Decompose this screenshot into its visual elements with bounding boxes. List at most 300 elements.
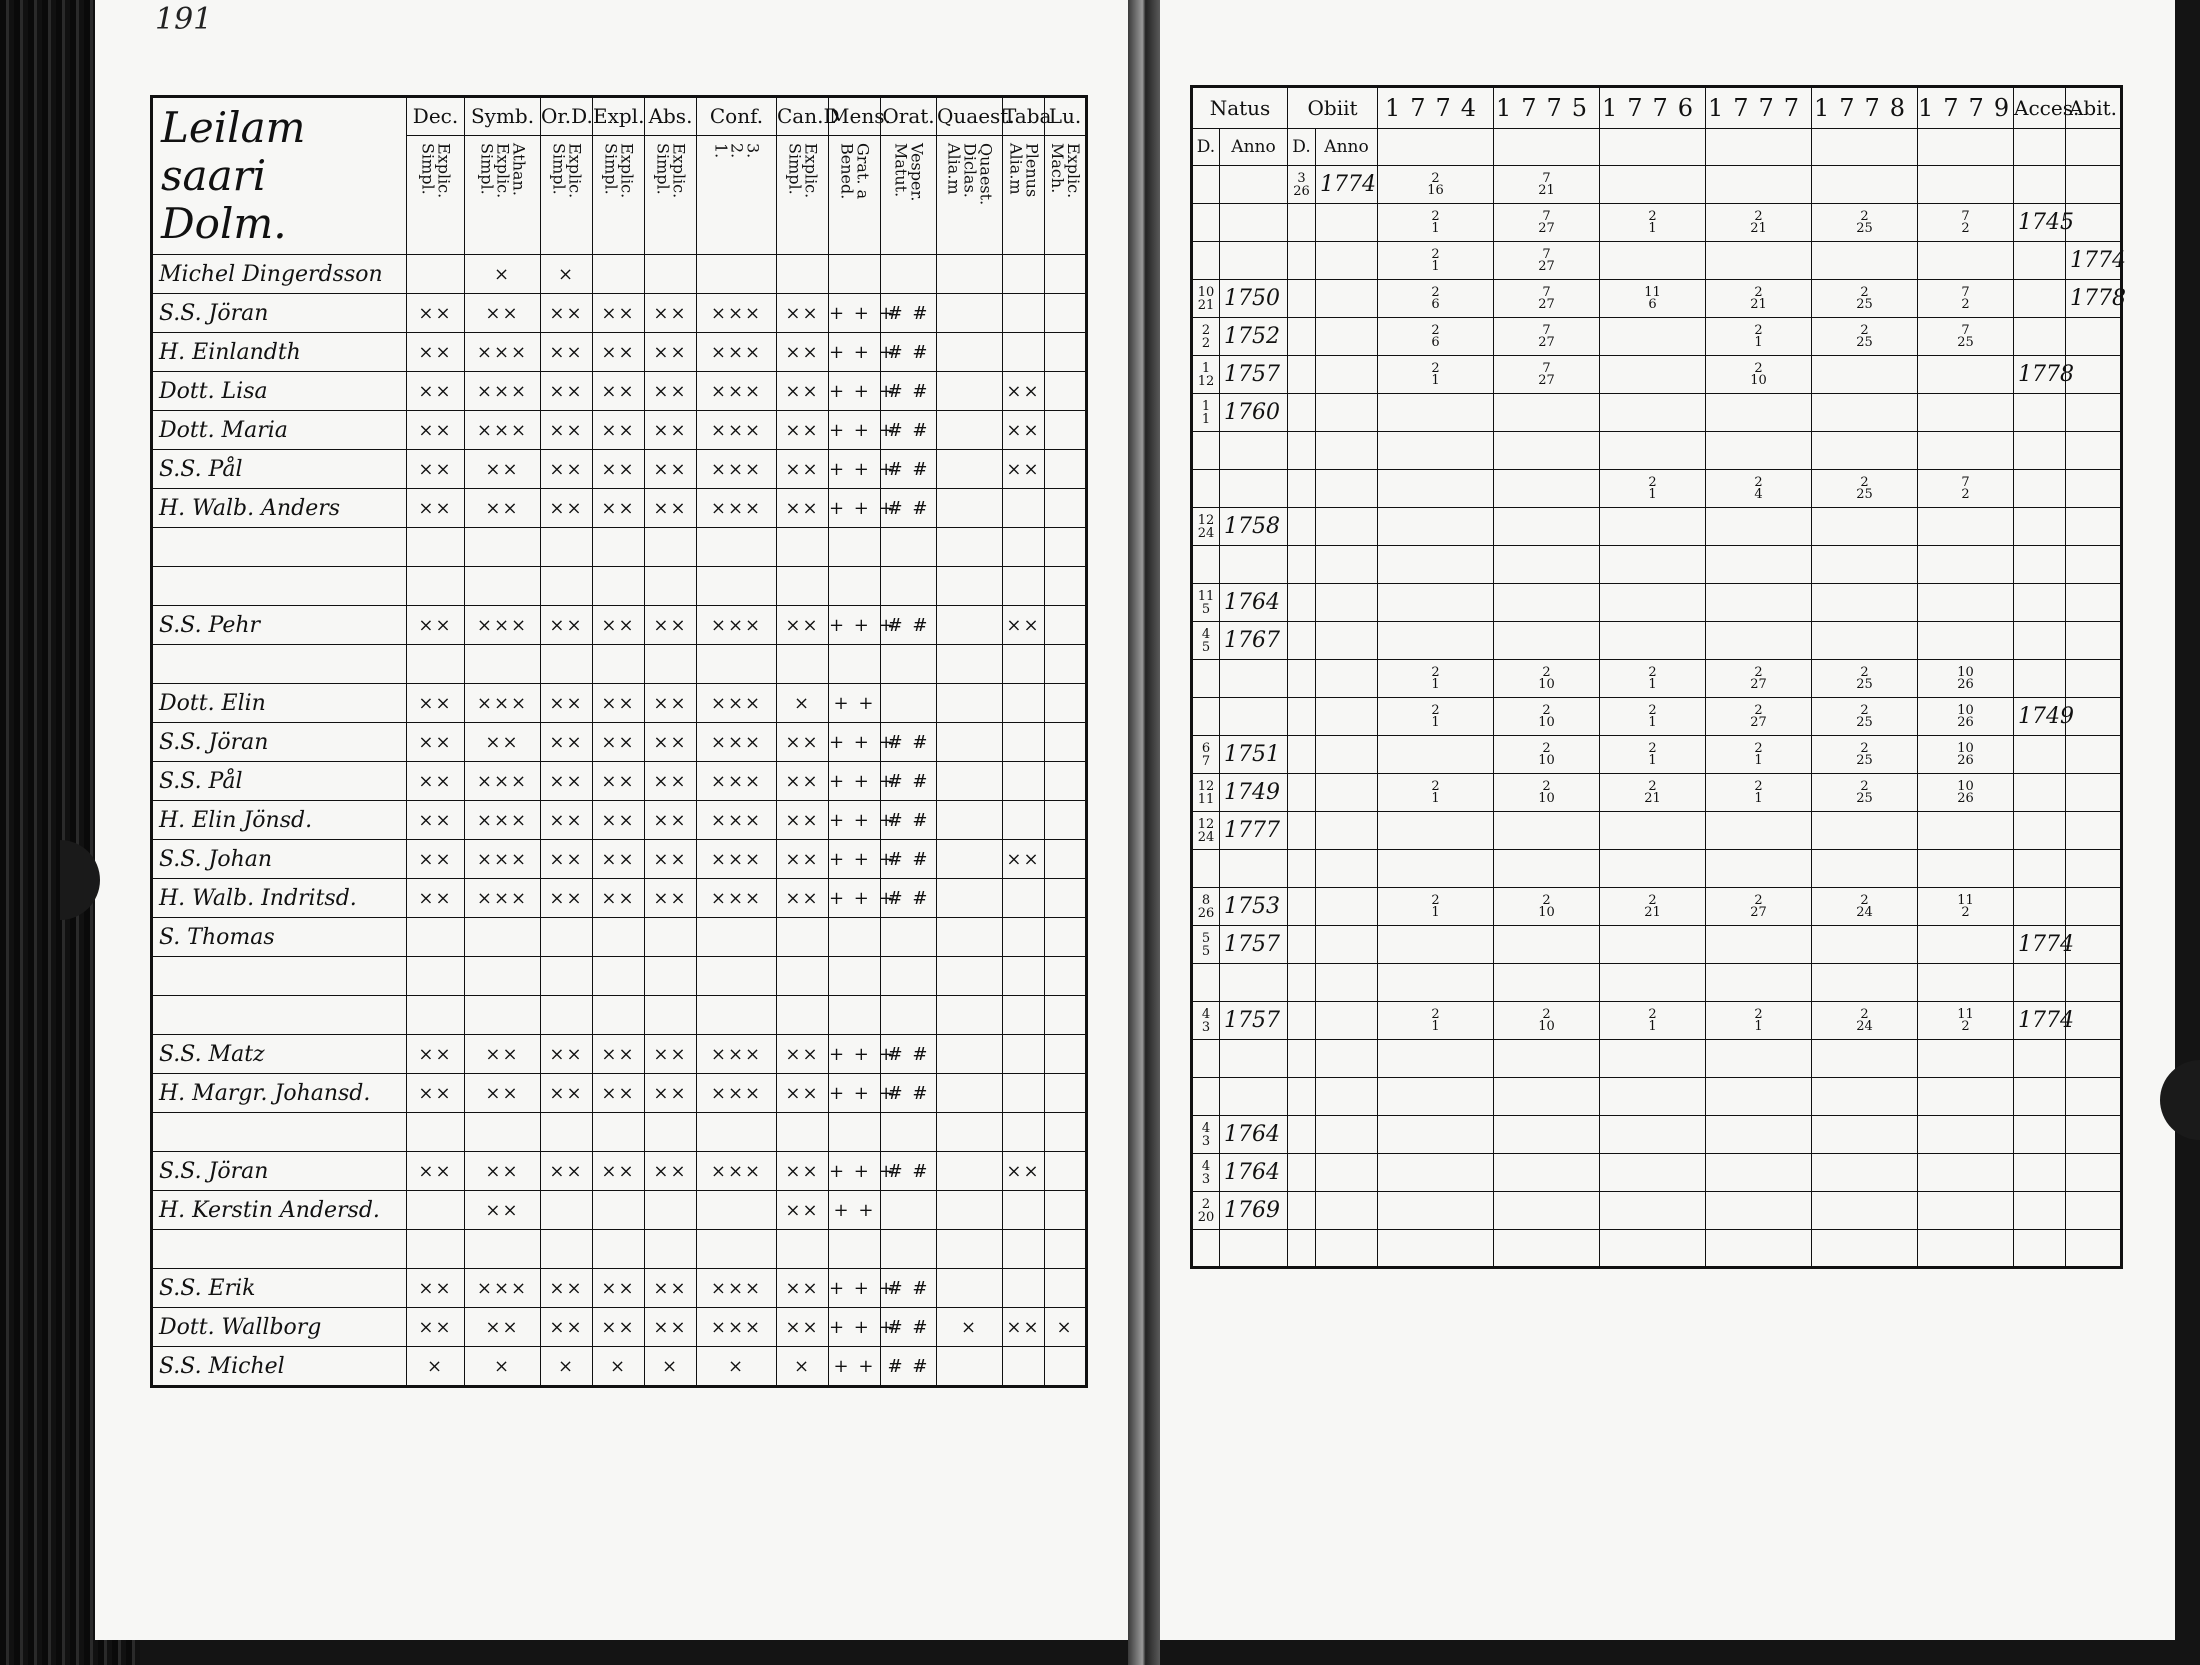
knowledge-mark: ×× [407, 723, 465, 762]
knowledge-mark: ×× [1003, 450, 1045, 489]
parishioner-name: S.S. Pål [152, 762, 407, 801]
birth-year [1220, 470, 1288, 508]
knowledge-mark [1003, 1269, 1045, 1308]
attendance-date: 2 6 [1378, 318, 1494, 356]
attendance-date [1706, 812, 1812, 850]
table-row [152, 1230, 1087, 1269]
knowledge-mark [697, 1191, 777, 1230]
knowledge-mark: + + + [829, 762, 881, 801]
column-subheader: Vesper. Matut. [891, 142, 927, 202]
table-row [1192, 888, 2122, 926]
attendance-date: 2 21 [1600, 888, 1706, 926]
knowledge-mark: ××× [697, 1152, 777, 1191]
attendance-date [1494, 926, 1600, 964]
knowledge-mark: # # [881, 372, 937, 411]
attendance-date: 2 25 [1812, 280, 1918, 318]
column-subheader: Anno [1316, 129, 1378, 166]
attendance-date [1706, 964, 1812, 1002]
table-row [1192, 470, 2122, 508]
table-row [1192, 1002, 2122, 1040]
death-day [1288, 280, 1316, 318]
birth-year: 1757 [1220, 356, 1288, 394]
death-year [1316, 736, 1378, 774]
knowledge-mark: ×× [593, 684, 645, 723]
table-row [152, 801, 1087, 840]
birth-day: 10 21 [1192, 280, 1220, 318]
knowledge-mark [1003, 1191, 1045, 1230]
departure-year: 1774 [2066, 242, 2122, 280]
knowledge-mark [593, 1113, 645, 1152]
knowledge-mark: ×× [593, 1035, 645, 1074]
knowledge-mark: ×× [645, 840, 697, 879]
attendance-date [1600, 1154, 1706, 1192]
column-subheader: Explic. Simpl. [785, 142, 821, 199]
parishioner-name: S.S. Jöran [152, 1152, 407, 1191]
knowledge-mark [1003, 1347, 1045, 1387]
attendance-date [1600, 318, 1706, 356]
attendance-date: 2 24 [1812, 888, 1918, 926]
knowledge-mark: ××× [697, 450, 777, 489]
attendance-date [1812, 166, 1918, 204]
knowledge-mark [937, 411, 1003, 450]
death-year [1316, 432, 1378, 470]
death-day [1288, 432, 1316, 470]
birth-day: 4 3 [1192, 1154, 1220, 1192]
death-day [1288, 470, 1316, 508]
table-row [152, 1347, 1087, 1387]
knowledge-mark: + + + [829, 801, 881, 840]
knowledge-mark: ×× [1003, 411, 1045, 450]
birth-day [1192, 166, 1220, 204]
knowledge-mark [829, 1230, 881, 1269]
knowledge-mark [645, 918, 697, 957]
death-day [1288, 1002, 1316, 1040]
knowledge-mark [541, 1230, 593, 1269]
knowledge-mark: ×× [541, 723, 593, 762]
folio-number: 191 [155, 2, 213, 37]
knowledge-mark [1045, 294, 1087, 333]
knowledge-mark [937, 1230, 1003, 1269]
birth-day: 11 5 [1192, 584, 1220, 622]
birth-year: 1758 [1220, 508, 1288, 546]
knowledge-mark: ×× [593, 489, 645, 528]
attendance-date [1494, 850, 1600, 888]
attendance-date: 2 1 [1600, 1002, 1706, 1040]
table-row [152, 762, 1087, 801]
knowledge-mark: ×× [593, 723, 645, 762]
knowledge-mark: ×× [645, 801, 697, 840]
table-row [1192, 318, 2122, 356]
knowledge-mark: ×× [407, 1308, 465, 1347]
knowledge-mark [881, 567, 937, 606]
knowledge-mark [1045, 528, 1087, 567]
attendance-date: 2 10 [1494, 888, 1600, 926]
departure-year [2066, 736, 2122, 774]
knowledge-mark: # # [881, 879, 937, 918]
knowledge-mark [777, 528, 829, 567]
column-header: Quaest. [937, 97, 1003, 136]
birth-day: 12 24 [1192, 508, 1220, 546]
attendance-date: 2 10 [1494, 1002, 1600, 1040]
accession-year [2014, 1040, 2066, 1078]
accession-year [2014, 546, 2066, 584]
knowledge-mark: ×× [593, 1269, 645, 1308]
knowledge-mark [829, 255, 881, 294]
knowledge-mark [1003, 645, 1045, 684]
attendance-date: 7 27 [1494, 318, 1600, 356]
knowledge-mark [645, 957, 697, 996]
birth-day: 12 11 [1192, 774, 1220, 812]
knowledge-mark: ×× [645, 1035, 697, 1074]
birth-day [1192, 242, 1220, 280]
knowledge-mark [1003, 528, 1045, 567]
column-header: Acces. [2014, 87, 2066, 129]
birth-day [1192, 660, 1220, 698]
departure-year [2066, 432, 2122, 470]
knowledge-mark: ×× [541, 411, 593, 450]
death-day [1288, 926, 1316, 964]
knowledge-mark: ×× [645, 762, 697, 801]
birth-year [1220, 850, 1288, 888]
departure-year [2066, 584, 2122, 622]
attendance-date [1600, 850, 1706, 888]
table-row [1192, 394, 2122, 432]
attendance-date: 2 10 [1494, 660, 1600, 698]
accession-year [2014, 736, 2066, 774]
knowledge-mark: + + + [829, 1035, 881, 1074]
birth-day: 2 2 [1192, 318, 1220, 356]
attendance-date [1706, 242, 1812, 280]
attendance-date [1494, 1230, 1600, 1268]
knowledge-mark: ×× [407, 879, 465, 918]
death-day [1288, 698, 1316, 736]
knowledge-mark [1045, 723, 1087, 762]
attendance-date [1378, 964, 1494, 1002]
knowledge-mark: + + + [829, 879, 881, 918]
attendance-date: 2 25 [1812, 660, 1918, 698]
death-year [1316, 888, 1378, 926]
attendance-date [1812, 1116, 1918, 1154]
knowledge-mark: ×× [593, 762, 645, 801]
knowledge-mark [541, 567, 593, 606]
knowledge-mark: ××× [697, 411, 777, 450]
knowledge-mark [1045, 762, 1087, 801]
accession-year [2014, 280, 2066, 318]
knowledge-mark [697, 1230, 777, 1269]
knowledge-mark: × [541, 255, 593, 294]
knowledge-mark: # # [881, 762, 937, 801]
parishioner-name: S.S. Michel [152, 1347, 407, 1387]
table-row [152, 333, 1087, 372]
death-day [1288, 1192, 1316, 1230]
birth-year: 1764 [1220, 1116, 1288, 1154]
attendance-date: 2 1 [1378, 774, 1494, 812]
accession-year [2014, 1192, 2066, 1230]
knowledge-mark [645, 996, 697, 1035]
death-day [1288, 736, 1316, 774]
right-header-row [1192, 87, 2122, 129]
knowledge-mark [937, 255, 1003, 294]
knowledge-mark: ×× [407, 333, 465, 372]
knowledge-mark: + + + [829, 840, 881, 879]
knowledge-mark [777, 255, 829, 294]
attendance-date: 2 10 [1494, 698, 1600, 736]
knowledge-mark: ×× [645, 1269, 697, 1308]
knowledge-mark: ×× [407, 1269, 465, 1308]
birth-year: 1777 [1220, 812, 1288, 850]
column-header: Can.D [777, 97, 829, 136]
knowledge-mark: ×× [541, 1152, 593, 1191]
attendance-date [1378, 1040, 1494, 1078]
attendance-date: 2 1 [1600, 470, 1706, 508]
knowledge-mark: ×× [593, 372, 645, 411]
knowledge-mark [645, 1113, 697, 1152]
birth-year: 1757 [1220, 926, 1288, 964]
knowledge-mark [1003, 957, 1045, 996]
attendance-date [1600, 1192, 1706, 1230]
knowledge-mark: # # [881, 1035, 937, 1074]
death-year [1316, 584, 1378, 622]
birth-year [1220, 546, 1288, 584]
blank-subheader [1600, 129, 1706, 166]
parishioner-name: S.S. Jöran [152, 723, 407, 762]
knowledge-mark [937, 1269, 1003, 1308]
departure-year [2066, 546, 2122, 584]
knowledge-mark: ×× [407, 294, 465, 333]
column-subheader: Explic. Simpl. [653, 142, 689, 199]
departure-year [2066, 888, 2122, 926]
accession-year [2014, 1078, 2066, 1116]
knowledge-mark [593, 996, 645, 1035]
attendance-date [1918, 508, 2014, 546]
knowledge-mark: ××× [697, 372, 777, 411]
table-row [1192, 1116, 2122, 1154]
attendance-date [1918, 622, 2014, 660]
column-header: Mens. [829, 97, 881, 136]
table-row [152, 1035, 1087, 1074]
column-header: Conf. [697, 97, 777, 136]
catechetical-register-table [150, 95, 1088, 1388]
attendance-date: 2 6 [1378, 280, 1494, 318]
attendance-date [1918, 850, 2014, 888]
attendance-date: 2 1 [1706, 318, 1812, 356]
table-row [152, 723, 1087, 762]
knowledge-mark: ×× [407, 411, 465, 450]
knowledge-mark [937, 1347, 1003, 1387]
knowledge-mark: ××× [465, 372, 541, 411]
knowledge-mark [937, 957, 1003, 996]
knowledge-mark: ××× [697, 1035, 777, 1074]
knowledge-mark: ××× [697, 684, 777, 723]
knowledge-mark: × [407, 1347, 465, 1387]
table-row [152, 1074, 1087, 1113]
knowledge-mark [1003, 1074, 1045, 1113]
death-day [1288, 204, 1316, 242]
attendance-date [1812, 1078, 1918, 1116]
column-header: Or.D. [541, 97, 593, 136]
knowledge-mark [1045, 879, 1087, 918]
parishioner-name: Dott. Elin [152, 684, 407, 723]
attendance-date [1812, 926, 1918, 964]
attendance-date [1812, 546, 1918, 584]
table-row [152, 1308, 1087, 1347]
knowledge-mark: # # [881, 333, 937, 372]
death-day [1288, 660, 1316, 698]
attendance-date: 2 1 [1706, 774, 1812, 812]
knowledge-mark [937, 645, 1003, 684]
knowledge-mark [407, 918, 465, 957]
knowledge-mark: ×× [777, 450, 829, 489]
knowledge-mark: ×× [645, 684, 697, 723]
knowledge-mark: ××× [465, 411, 541, 450]
knowledge-mark: ×× [777, 411, 829, 450]
column-subheader: 3. 2. 1. [711, 142, 763, 159]
blank-subheader [2014, 129, 2066, 166]
knowledge-mark [593, 1191, 645, 1230]
knowledge-mark: ×× [541, 801, 593, 840]
knowledge-mark [465, 1230, 541, 1269]
departure-year: 1778 [2066, 280, 2122, 318]
attendance-date: 2 16 [1378, 166, 1494, 204]
knowledge-mark [1045, 996, 1087, 1035]
knowledge-mark [1003, 918, 1045, 957]
knowledge-mark [697, 645, 777, 684]
knowledge-mark: ×× [593, 1074, 645, 1113]
knowledge-mark [465, 957, 541, 996]
attendance-date: 2 1 [1600, 698, 1706, 736]
attendance-date [1918, 1040, 2014, 1078]
attendance-date: 7 21 [1494, 166, 1600, 204]
birth-year [1220, 660, 1288, 698]
knowledge-mark: ×× [541, 294, 593, 333]
knowledge-mark [937, 840, 1003, 879]
death-year [1316, 394, 1378, 432]
attendance-date [1378, 470, 1494, 508]
knowledge-mark: + + [829, 1191, 881, 1230]
parishioner-name: S.S. Pål [152, 450, 407, 489]
knowledge-mark [697, 255, 777, 294]
column-subheader: Grat. a Bened. [837, 142, 873, 200]
knowledge-mark [697, 918, 777, 957]
attendance-date: 2 25 [1812, 470, 1918, 508]
knowledge-mark: ×× [407, 606, 465, 645]
attendance-date [1600, 812, 1706, 850]
knowledge-mark: ×× [465, 1191, 541, 1230]
birth-year: 1751 [1220, 736, 1288, 774]
knowledge-mark [645, 528, 697, 567]
knowledge-mark [593, 528, 645, 567]
death-year [1316, 926, 1378, 964]
knowledge-mark [829, 996, 881, 1035]
attendance-date: 2 1 [1378, 204, 1494, 242]
departure-year [2066, 850, 2122, 888]
knowledge-mark: # # [881, 1347, 937, 1387]
knowledge-mark: ×× [593, 840, 645, 879]
knowledge-mark [881, 1230, 937, 1269]
death-year [1316, 1002, 1378, 1040]
knowledge-mark: × [465, 1347, 541, 1387]
parishioner-name: Dott. Maria [152, 411, 407, 450]
attendance-date [1812, 242, 1918, 280]
attendance-date [1706, 1230, 1812, 1268]
knowledge-mark: ×× [777, 606, 829, 645]
table-row [1192, 1040, 2122, 1078]
attendance-date [1812, 1192, 1918, 1230]
attendance-date: 7 27 [1494, 204, 1600, 242]
attendance-date [1378, 1154, 1494, 1192]
parishioner-name [152, 645, 407, 684]
knowledge-mark: ×× [541, 1308, 593, 1347]
column-subheader: D. [1192, 129, 1220, 166]
attendance-date: 2 1 [1706, 1002, 1812, 1040]
death-year [1316, 850, 1378, 888]
death-day [1288, 774, 1316, 812]
knowledge-mark [1045, 801, 1087, 840]
knowledge-mark: ×× [593, 1308, 645, 1347]
knowledge-mark: ×× [541, 450, 593, 489]
accession-year [2014, 394, 2066, 432]
parishioner-name [152, 1113, 407, 1152]
knowledge-mark [407, 645, 465, 684]
knowledge-mark [1045, 567, 1087, 606]
attendance-date: 7 27 [1494, 356, 1600, 394]
knowledge-mark [829, 957, 881, 996]
parishioner-name: S.S. Matz [152, 1035, 407, 1074]
death-day [1288, 1116, 1316, 1154]
attendance-date: 10 26 [1918, 736, 2014, 774]
attendance-date [1600, 166, 1706, 204]
column-header: Dec. [407, 97, 465, 136]
column-header: Taba [1003, 97, 1045, 136]
knowledge-mark: ×× [541, 762, 593, 801]
death-day: 3 26 [1288, 166, 1316, 204]
attendance-date [1706, 622, 1812, 660]
knowledge-mark [465, 1113, 541, 1152]
birth-year [1220, 204, 1288, 242]
attendance-date [1600, 1078, 1706, 1116]
column-subheader: Quaest. Diclas. Alia.m [944, 142, 996, 206]
column-subheader: Explic. Simpl. [601, 142, 637, 199]
knowledge-mark: ×× [541, 1035, 593, 1074]
accession-year: 1774 [2014, 926, 2066, 964]
attendance-date [1378, 850, 1494, 888]
knowledge-mark [777, 957, 829, 996]
attendance-date [1918, 394, 2014, 432]
attendance-date [1812, 432, 1918, 470]
knowledge-mark: + + + [829, 489, 881, 528]
knowledge-mark: ×× [541, 333, 593, 372]
knowledge-mark [881, 528, 937, 567]
knowledge-mark: ×× [777, 294, 829, 333]
attendance-date: 10 26 [1918, 774, 2014, 812]
parishioner-name: S.S. Jöran [152, 294, 407, 333]
knowledge-mark: ××× [697, 723, 777, 762]
birth-day [1192, 432, 1220, 470]
knowledge-mark [1045, 1113, 1087, 1152]
column-subheader: Explic. Simpl. [418, 142, 454, 199]
knowledge-mark: ××× [697, 840, 777, 879]
attendance-date: 2 1 [1378, 888, 1494, 926]
attendance-date: 2 1 [1378, 356, 1494, 394]
attendance-date: 2 25 [1812, 318, 1918, 356]
knowledge-mark [1045, 1191, 1087, 1230]
birth-year: 1750 [1220, 280, 1288, 318]
knowledge-mark [937, 723, 1003, 762]
blank-subheader [1918, 129, 2014, 166]
attendance-date [1600, 432, 1706, 470]
knowledge-mark [937, 1113, 1003, 1152]
knowledge-mark: + + + [829, 606, 881, 645]
